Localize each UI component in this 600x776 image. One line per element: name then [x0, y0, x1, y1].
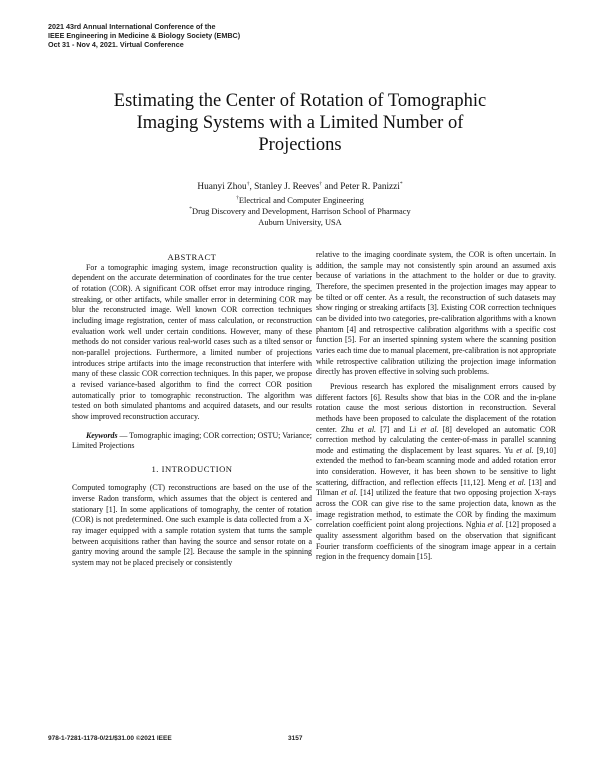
right-paragraph-2 — [316, 382, 556, 563]
paper-title — [50, 90, 550, 156]
affiliation-3: Auburn University, USA — [258, 218, 342, 227]
abstract-body: For a tomographic imaging system, image reconstruction quality is dependent on the accurate determination of coordinates for the true center of rotation (COR). A significant COR offset error may introduce ringing, streaking, or other artifacts, while smaller error in determining COR may blur the reconstructed image. Well known COR correction techniques including image registration, center of mass calculation, or reconstruction evaluation work well under certain conditions. However, many of these methods do not consider various real-world cases such as a tilted sensor or non-parallel projections. Furthermore, a limited number of projections introduces stripe artifacts into the image reconstruction that interfere with many of these classic COR correction techniques. In this paper, we propose a revised variance-based algorithm to find the correct COR position automatically prior to tomographic reconstruction. The algorithm was tested on both simulated phantoms and acquired datasets, and our results show improved reconstruction accuracy. — [72, 262, 312, 421]
affiliation-1-text: Electrical and Computer Engineering — [238, 196, 364, 205]
author-3: Peter R. Panizzi — [340, 182, 400, 192]
etal-1: et al. — [357, 424, 376, 434]
page-number: 3157 — [288, 735, 303, 742]
etal-6: et al. — [487, 520, 504, 530]
conference-header — [48, 22, 368, 49]
introduction-heading: 1. INTRODUCTION — [151, 463, 233, 474]
affiliation-2 — [60, 207, 540, 218]
title-line-2: Imaging Systems with a Limited Number of — [136, 113, 464, 133]
conference-line-1: 2021 43rd Annual International Conference of the — [48, 22, 216, 31]
para2-text-b: [7] and Li — [376, 424, 421, 434]
keywords-text: Tomographic imaging; COR correction; OSTU; Variance; Limited Projections — [72, 430, 312, 451]
footer-copyright: 978-1-7281-1178-0/21/$31.00 ©2021 IEEE — [48, 735, 172, 742]
etal-4: et al. — [509, 477, 526, 487]
abstract-heading: ABSTRACT — [167, 252, 217, 262]
introduction-paragraph-1: Computed tomography (CT) reconstructions are based on the use of the inverse Radon transform, which assumes that the object is centered and stationary [1]. In some applications of tomography, the center of rotation (COR) is not predetermined. One such example is data collected from a X-ray imager equipped with a sample rotation system that turns the sample between acquisitions rather than having the source and sensor rotate on a gantry moving around the sample [2]. Because the sample in the spinning system may not be placed precisely or consistently — [72, 483, 312, 568]
right-paragraph-1: relative to the imaging coordinate system, the COR is often uncertain. In addition, the sample may not consistently spin around an assumed axis because of variations in the attachment to the holder or due to gravity. Therefore, the specimen presented in the projection images may appear to be tilted or off center. As a result, the reconstruction of such datasets may show ringing or streaking artifacts [3]. Existing COR correction techniques can be divided into two categories, pre-calibration algorithms with a known phantom [4] and retrospective calibration algorithms with a specific cost function [5]. For an inserted spinning system where the scanning position varies each time due to manual placement, pre-calibration is not appropriate while retrospective calibration utilizing the projection image information directly has proven effective in solving such problems. — [316, 250, 556, 377]
keywords-dash: — — [117, 430, 130, 440]
etal-2: et al. — [420, 424, 439, 434]
author-separator-2: and — [322, 182, 341, 192]
keywords-label: Keywords — [86, 430, 118, 440]
para2-text-c: [8] developed an automatic COR correction method by calculating the center-of-mass in parallel scanning mode and estimating the displacement by least squares. Yu — [316, 424, 557, 455]
conference-line-2: IEEE Engineering in Medicine & Biology Society (EMBC) — [48, 31, 241, 40]
etal-5: et al. — [341, 488, 358, 498]
para2-text-f: [14] utilized the feature that two opposing projection X-rays across the COR can give rise to the same projection data, known as the image registration method, to estimate the COR by finding the maximum correlation coefficient point along projections. Nghia — [316, 488, 556, 530]
affiliation-1-mark: † — [236, 195, 239, 202]
para2-text-e: [13] and Tilman — [316, 477, 557, 498]
para2-text-d: [9,10] extended the method to fan-beam scanning mode and added rotation error into consideration. However, it has been shown to be sensitive to light scattering, diffraction, and reflection effects [11,12]. Meng — [316, 445, 556, 487]
keywords — [72, 431, 312, 452]
author-2-mark: † — [319, 180, 323, 187]
para2-text-g: [12] proposed a quality assessment algorithm based on the observation that significant Fourier transform coefficients of the sinogram image appear in a certain region in the frequency domain [15]. — [316, 520, 557, 562]
para2-text-a: Previous research has explored the misalignment errors caused by different factors [6]. Results show that bias in the COR and the in-plane rotation cause the most serious distortion in reconstruction. Several methods have been proposed to calculate the displacement of the rotation center. Zhu — [316, 381, 556, 434]
conference-line-3: Oct 31 - Nov 4, 2021. Virtual Conference — [48, 40, 184, 49]
left-column — [72, 252, 312, 569]
author-1: Huanyi Zhou — [197, 182, 247, 192]
affiliation-2-mark: * — [189, 206, 193, 213]
author-3-mark: * — [399, 180, 403, 187]
right-column — [316, 250, 556, 563]
title-line-3: Projections — [258, 135, 342, 155]
author-1-mark: † — [246, 180, 250, 187]
affiliation-1 — [60, 196, 540, 207]
author-separator-1: , — [249, 182, 255, 192]
etal-3: et al. — [516, 445, 534, 455]
author-list — [60, 182, 540, 193]
affiliation-2-text: Drug Discovery and Development, Harrison School of Pharmacy — [192, 207, 411, 216]
author-2: Stanley J. Reeves — [254, 182, 320, 192]
title-line-1: Estimating the Center of Rotation of Tomographic — [113, 91, 487, 111]
